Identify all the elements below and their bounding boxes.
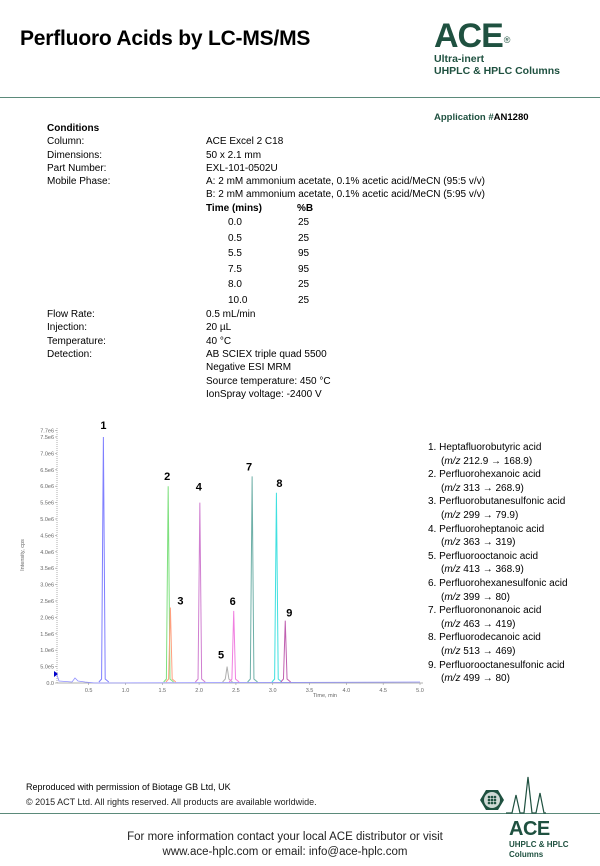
condition-value: Negative ESI MRM bbox=[206, 362, 292, 374]
peak-6 bbox=[229, 611, 239, 682]
legend-mz-transition: (m/z 363 → 319) bbox=[441, 537, 516, 549]
condition-label: Dimensions: bbox=[47, 149, 103, 161]
peak-1 bbox=[99, 437, 109, 682]
x-tick-label: 1.5 bbox=[158, 688, 167, 694]
x-tick-label: 3.5 bbox=[305, 688, 314, 694]
gradient-row bbox=[206, 246, 485, 262]
peak-label: 5 bbox=[218, 649, 225, 662]
gradient-table bbox=[206, 202, 485, 308]
logo-brand: ACE bbox=[434, 17, 503, 55]
y-tick-label: 6.5e6 bbox=[40, 467, 54, 474]
condition-value: B: 2 mM ammonium acetate, 0.1% acetic acid/MeCN (5:95 v/v) bbox=[206, 189, 485, 201]
gradient-header-time: Time (mins) bbox=[206, 202, 262, 214]
legend-mz-transition: (m/z 399 → 80) bbox=[441, 591, 510, 603]
legend-compound-name: 9. Perfluorooctanesulfonic acid bbox=[428, 659, 565, 671]
contact-info: For more information contact your local ACE distributor or visit www.ace-hplc.com or email: info@ace-hplc.com bbox=[127, 831, 443, 858]
legend-mz-transition: (m/z 463 → 419) bbox=[441, 618, 516, 630]
legend-compound-name: 8. Perfluorodecanoic acid bbox=[428, 632, 541, 644]
y-tick-label: 1.5e6 bbox=[40, 631, 54, 638]
conditions-heading: Conditions bbox=[47, 123, 100, 134]
y-tick-label: 3.5e6 bbox=[40, 566, 54, 573]
condition-row bbox=[47, 162, 485, 175]
condition-value: 0.5 mL/min bbox=[206, 309, 256, 321]
condition-value: 50 x 2.1 mm bbox=[206, 149, 262, 161]
y-tick-label: 4.0e6 bbox=[40, 549, 54, 556]
y-axis-label: Intensity, cps bbox=[20, 539, 26, 571]
y-tick-label: 5.0e6 bbox=[40, 517, 54, 523]
condition-label: Flow Rate: bbox=[47, 309, 95, 321]
x-tick-label: 4.5 bbox=[379, 688, 388, 694]
condition-value: EXL-101-0502U bbox=[206, 162, 278, 174]
legend-compound-name: 2. Perfluorohexanoic acid bbox=[428, 469, 541, 481]
gradient-header-b: %B bbox=[297, 202, 314, 214]
x-tick-label: 3.0 bbox=[268, 688, 277, 694]
y-tick-label: 7.5e6 bbox=[40, 435, 54, 441]
logo-line1: Ultra-inert bbox=[434, 53, 485, 65]
y-tick-label: 4.5e6 bbox=[40, 533, 54, 540]
condition-label: Detection: bbox=[47, 348, 93, 360]
condition-row bbox=[47, 308, 485, 321]
peak-2 bbox=[164, 486, 174, 682]
y-tick-label: 0.0 bbox=[46, 681, 54, 687]
y-tick-label: 6.0e6 bbox=[40, 484, 54, 491]
gradient-time: 10.0 bbox=[228, 294, 248, 306]
y-tick-label: 5.0e5 bbox=[40, 664, 54, 671]
gradient-row bbox=[206, 277, 485, 293]
peak-label: 4 bbox=[195, 481, 202, 494]
condition-row bbox=[47, 375, 485, 388]
page-title: Perfluoro Acids by LC-MS/MS bbox=[20, 27, 311, 50]
x-tick-label: 2.5 bbox=[232, 688, 240, 694]
condition-value: Source temperature: 450 °C bbox=[206, 375, 331, 387]
x-axis-label: Time, min bbox=[313, 693, 337, 699]
peak-label: 9 bbox=[286, 607, 293, 620]
peak-label: 3 bbox=[177, 595, 184, 608]
x-tick-label: 5.0 bbox=[416, 688, 424, 694]
gradient-percent-b: 25 bbox=[298, 217, 310, 229]
condition-label bbox=[47, 388, 206, 401]
condition-label bbox=[47, 188, 206, 201]
legend-compound-name: 1. Heptafluorobutyric acid bbox=[428, 442, 542, 453]
gradient-row bbox=[206, 293, 485, 309]
gradient-time: 7.5 bbox=[228, 263, 242, 275]
gradient-percent-b: 25 bbox=[298, 279, 310, 291]
x-tick-label: 4.0 bbox=[342, 688, 351, 694]
condition-label bbox=[47, 361, 206, 374]
legend-compound-name: 5. Perfluorooctanoic acid bbox=[428, 550, 539, 562]
condition-row bbox=[47, 388, 485, 401]
footer-logo-brand: ACE bbox=[509, 818, 550, 840]
legend-mz-transition: (m/z 212.9 → 168.9) bbox=[441, 455, 533, 467]
condition-row bbox=[47, 188, 485, 201]
application-number: Application #AN1280 bbox=[434, 112, 529, 123]
footer-logo-text: UHPLC & HPLC Columns bbox=[509, 840, 569, 859]
permission-note: Reproduced with permission of Biotage GB Ltd, UK bbox=[26, 782, 231, 792]
y-tick-label: 5.5e6 bbox=[40, 500, 54, 507]
legend-mz-transition: (m/z 499 → 80) bbox=[441, 673, 510, 685]
condition-label: Mobile Phase: bbox=[47, 176, 111, 188]
x-tick-label: 1.0 bbox=[121, 688, 130, 694]
gradient-row bbox=[206, 262, 485, 278]
gradient-time: 0.5 bbox=[228, 232, 242, 244]
y-tick-label: 7.7e6 bbox=[40, 428, 54, 435]
peak-4 bbox=[195, 503, 205, 682]
x-tick-label: 2.0 bbox=[195, 688, 203, 694]
gradient-row bbox=[206, 231, 485, 247]
y-tick-label: 3.0e6 bbox=[40, 582, 54, 589]
header-divider bbox=[0, 97, 600, 98]
peak-7 bbox=[248, 476, 258, 682]
legend-mz-transition: (m/z 299 → 79.9) bbox=[441, 509, 519, 521]
condition-row bbox=[47, 135, 485, 148]
condition-value: 20 µL bbox=[206, 322, 232, 334]
legend-compound-name: 6. Perfluorohexanesulfonic acid bbox=[428, 577, 568, 589]
logo-line2: UHPLC & HPLC Columns bbox=[434, 65, 560, 77]
condition-row bbox=[47, 321, 485, 334]
condition-row bbox=[47, 175, 485, 188]
legend-compound-name: 4. Perfluoroheptanoic acid bbox=[428, 523, 545, 535]
peak-label: 1 bbox=[100, 420, 107, 432]
condition-label: Injection: bbox=[47, 322, 88, 334]
peak-label: 8 bbox=[276, 477, 283, 490]
gradient-percent-b: 25 bbox=[298, 294, 310, 306]
condition-label: Part Number: bbox=[47, 162, 107, 174]
gradient-time: 5.5 bbox=[228, 248, 242, 260]
legend-mz-transition: (m/z 413 → 368.9) bbox=[441, 564, 524, 576]
peak-8 bbox=[272, 493, 282, 682]
gradient-percent-b: 95 bbox=[298, 248, 310, 260]
condition-row bbox=[47, 348, 485, 361]
condition-row bbox=[47, 335, 485, 348]
legend-compound-name: 3. Perfluorobutanesulfonic acid bbox=[428, 496, 566, 508]
y-tick-label: 7.0e6 bbox=[40, 451, 54, 458]
copyright-note: © 2015 ACT Ltd. All rights reserved. All products are available worldwide. bbox=[26, 797, 317, 807]
y-tick-label: 2.5e6 bbox=[40, 599, 54, 605]
compound-legend bbox=[428, 441, 568, 686]
peak-9 bbox=[281, 621, 291, 682]
gradient-time: 0.0 bbox=[228, 217, 242, 229]
conditions-block bbox=[47, 122, 485, 401]
legend-compound-name: 7. Perfluorononanoic acid bbox=[428, 605, 542, 617]
gradient-percent-b: 25 bbox=[298, 232, 310, 244]
condition-value: IonSpray voltage: -2400 V bbox=[206, 388, 322, 400]
condition-label bbox=[47, 375, 206, 388]
registered-mark: ® bbox=[503, 35, 510, 45]
gradient-row bbox=[206, 215, 485, 231]
ace-logo bbox=[434, 19, 560, 77]
peak-label: 7 bbox=[246, 461, 253, 474]
condition-row bbox=[47, 361, 485, 374]
gradient-time: 8.0 bbox=[228, 279, 242, 291]
condition-row bbox=[47, 149, 485, 162]
chromatogram-chart bbox=[0, 410, 425, 710]
condition-label: Column: bbox=[47, 136, 85, 148]
condition-value: 40 °C bbox=[206, 335, 232, 347]
y-tick-label: 2.0e6 bbox=[40, 615, 54, 622]
peak-label: 2 bbox=[164, 471, 171, 484]
peak-label: 6 bbox=[229, 595, 236, 608]
condition-label: Temperature: bbox=[47, 335, 106, 347]
condition-value: ACE Excel 2 C18 bbox=[206, 136, 284, 148]
gradient-percent-b: 95 bbox=[298, 263, 310, 275]
condition-value: AB SCIEX triple quad 5500 bbox=[206, 348, 327, 360]
legend-mz-transition: (m/z 313 → 268.9) bbox=[441, 482, 524, 494]
condition-value: A: 2 mM ammonium acetate, 0.1% acetic acid/MeCN (95:5 v/v) bbox=[206, 176, 485, 188]
column-hexagon-logo-icon bbox=[476, 773, 546, 818]
y-tick-label: 1.0e6 bbox=[40, 648, 54, 655]
x-tick-label: 0.5 bbox=[84, 688, 93, 694]
legend-mz-transition: (m/z 513 → 469) bbox=[441, 645, 516, 657]
